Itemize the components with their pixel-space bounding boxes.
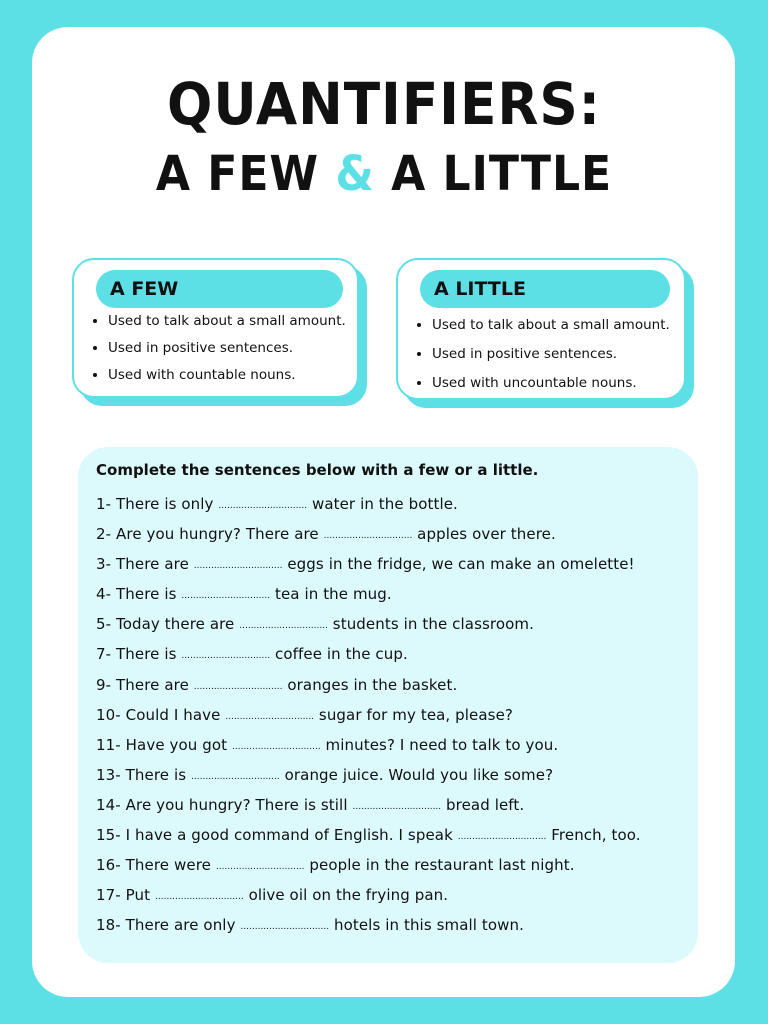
exercise-item — [96, 856, 641, 886]
answer-blank[interactable]: ............................... — [232, 741, 321, 752]
box-heading: A LITTLE — [420, 270, 670, 308]
sentence-start: 13- There is — [96, 765, 192, 784]
exercise-item — [96, 555, 641, 585]
exercise-item — [96, 826, 641, 856]
answer-blank[interactable]: ............................... — [191, 771, 280, 782]
page-subtitle — [31, 146, 738, 202]
rule-item: • Used with countable nouns. — [108, 366, 346, 384]
answer-blank[interactable]: ............................... — [352, 801, 442, 812]
answer-blank[interactable]: ............................... — [181, 591, 271, 602]
sentence-start: 11- Have you got — [96, 735, 232, 754]
subtitle-ampersand: & — [335, 146, 375, 202]
sentence-start: 5- Today there are — [96, 615, 240, 634]
exercise-item — [96, 706, 641, 736]
sentence-start: 16- There were — [96, 856, 216, 875]
answer-blank[interactable]: ............................... — [193, 561, 283, 572]
sentence-end: apples over there. — [412, 525, 556, 544]
exercise-item — [96, 525, 641, 555]
answer-blank[interactable]: ............................... — [239, 621, 328, 632]
box-panel — [72, 258, 359, 398]
answer-blank[interactable]: ............................... — [323, 531, 413, 542]
subtitle-part-1: A FEW — [155, 146, 336, 202]
exercise-panel — [78, 447, 698, 963]
box-panel — [396, 258, 686, 400]
sentence-start: 2- Are you hungry? There are — [96, 525, 324, 544]
a-few-box — [72, 258, 359, 398]
sentence-end: water in the bottle. — [307, 495, 458, 513]
sentence-start: 10- Could I have — [96, 705, 226, 724]
sentence-end: French, too. — [546, 826, 641, 845]
sentence-start: 4- There is — [96, 585, 182, 604]
exercise-item — [96, 736, 641, 766]
sentence-end: people in the restaurant last night. — [304, 856, 575, 875]
rule-item: • Used with uncountable nouns. — [432, 374, 670, 392]
answer-blank[interactable]: ............................... — [193, 681, 283, 692]
sentence-end: hotels in this small town. — [329, 916, 525, 935]
sentence-end: sugar for my tea, please? — [314, 705, 513, 724]
rule-item: • Used in positive sentences. — [108, 339, 346, 357]
answer-blank[interactable]: ............................... — [181, 651, 271, 662]
sentence-start: 1- There is only — [96, 495, 219, 513]
exercise-item — [96, 916, 641, 946]
subtitle-part-2: A LITTLE — [374, 146, 613, 202]
sentence-start: 9- There are — [96, 675, 194, 694]
answer-blank[interactable]: ............................... — [457, 832, 547, 843]
exercise-instruction: Complete the sentences below with a few or a little. — [96, 461, 539, 479]
exercise-item — [96, 585, 641, 615]
rule-item: • Used in positive sentences. — [432, 345, 670, 363]
sentence-start: 15- I have a good command of English. I speak — [96, 826, 458, 845]
answer-blank[interactable]: ............................... — [225, 711, 315, 722]
sentence-start: 7- There is — [96, 645, 182, 664]
exercise-item — [96, 886, 641, 916]
sentence-end: bread left. — [441, 795, 525, 814]
sentence-end: students in the classroom. — [327, 615, 534, 634]
rule-list — [412, 316, 670, 401]
exercise-item — [96, 796, 641, 826]
sentence-end: eggs in the fridge, we can make an omelette! — [282, 555, 635, 574]
a-little-box — [396, 258, 686, 400]
rule-list — [88, 312, 346, 393]
sentence-end: minutes? I need to talk to you. — [320, 735, 559, 754]
exercise-item — [96, 495, 641, 525]
exercise-item — [96, 676, 641, 706]
answer-blank[interactable]: ............................... — [155, 892, 244, 903]
answer-blank[interactable]: ............................... — [215, 862, 305, 873]
answer-blank[interactable]: ............................... — [218, 501, 308, 511]
rule-item: • Used to talk about a small amount. — [432, 316, 670, 334]
rule-item: • Used to talk about a small amount. — [108, 312, 346, 330]
sentence-start: 18- There are only — [96, 916, 241, 935]
answer-blank[interactable]: ............................... — [240, 922, 330, 933]
sentence-start: 3- There are — [96, 555, 194, 574]
page-title: QUANTIFIERS: — [167, 70, 601, 138]
sentence-start: 17- Put — [96, 886, 156, 905]
exercise-item — [96, 766, 641, 796]
exercise-list — [96, 495, 641, 946]
sentence-end: tea in the mug. — [270, 585, 392, 604]
exercise-item — [96, 615, 641, 645]
exercise-item — [96, 645, 641, 675]
sentence-end: olive oil on the frying pan. — [243, 886, 449, 905]
sentence-start: 14- Are you hungry? There is still — [96, 795, 353, 814]
box-heading: A FEW — [96, 270, 343, 308]
sentence-end: orange juice. Would you like some? — [279, 765, 554, 784]
sentence-end: coffee in the cup. — [270, 645, 408, 664]
sentence-end: oranges in the basket. — [282, 675, 458, 694]
